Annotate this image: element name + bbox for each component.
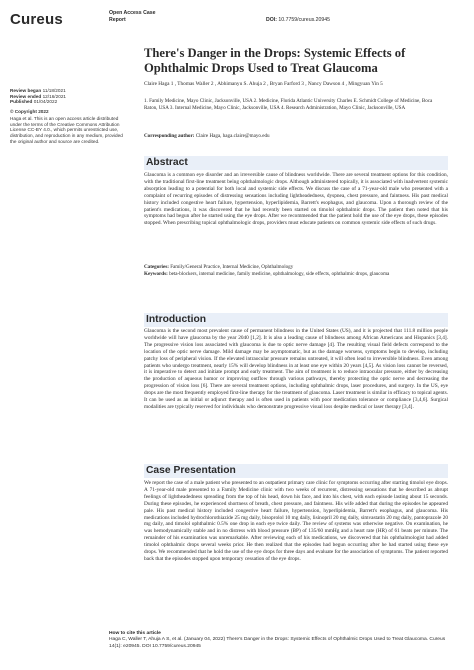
article-type-line2: Report bbox=[109, 17, 126, 23]
introduction-text: Glaucoma is the second most prevalent cause of permanent blindness in the United States (US), and it is projected that 111.8 million people worldwide will have glaucoma by the year 2040 [1,2]. It is also a leading cause of blindness among African Americans and Hispanics [3,4]. The progressive vision loss associated with glaucoma is due to optic nerve damage [4]. The resulting visual field defects correspond to the location of the optic nerve damage. Mild damage may be asymptomatic, but as the damage worsens, symptoms begin to develop, including patchy loss of peripheral vision. If the elevated intraocular pressure remains untreated, it will often lead to irreversible blindness. Even among patients who undergo treatment, nearly 15% will develop blindness in at least one eye within 20 years [4,5]. As vision loss cannot be reversed, it is imperative to detect and initiate prompt and early treatment. The aim of treatment is to reduce intraocular pressure, either by decreasing the production of aqueous humor or improving outflow through various pathways, thereby protecting the optic nerve and decreasing the progression of vision loss [6]. There are several treatment options, including ophthalmic drops, laser procedures, and surgery. In the US, eye drops are the most frequently employed first-line therapy for the treatment of glaucoma. Laser treatment is similar in efficacy to topical agents. It can be used as an initial or adjunct therapy and is often used in patients with poor medication tolerance or compliance [3,4,6]. Surgical modalities are typically reserved for individuals who demonstrate progressive visual loss despite medical or laser therapy [3,4]. bbox=[144, 328, 448, 410]
case-presentation-heading: Case Presentation bbox=[146, 465, 236, 476]
review-began: Review began 11/18/2021 bbox=[10, 88, 66, 93]
doi-value[interactable]: 10.7759/cureus.20945 bbox=[278, 17, 331, 23]
keywords: Keywords: beta-blockers, internal medicine, family medicine, ophthalmology, side effects, ophthalmic drops, glaucoma bbox=[144, 271, 390, 277]
cite-text: Haga C, Waller T, Ahuja A S, et al. (January 04, 2022) There's Danger in the Drops: Systemic Effects of Ophthalmic Drops Used to Treat Glaucoma. Cureus 14(1): e20945. DOI 10.7759/cureus.20945 bbox=[109, 637, 446, 649]
corresponding-label: Corresponding author: bbox=[144, 133, 195, 139]
doi bbox=[266, 17, 330, 23]
case-presentation-text: We report the case of a male patient who presented to an outpatient primary care clinic for symptoms occurring after starting timolol eye drops. A 71-year-old male presented to a Family Medicine clinic with two weeks of recurrent, distressing sensations that he described as abrupt feelings of lightheadedness spreading from the top of his head, down his face, and into his chest, with each episode lasting about 15 seconds. During these episodes, he experienced shortness of breath, chest pressure, and faintness. His wife added that during the episodes he appeared pale. His past medical history included congestive heart failure, hypertension, hyperlipidemia, Barrett's esophagus, and glaucoma. His medications included hydrochlorothiazide 25 mg daily, bisoprolol 10 mg daily, lisinopril 20 mg daily, simvastatin 20 mg daily, pantoprazole 20 mg daily, and timolol ophthalmic 0.5% one drop in each eye twice daily. The review of systems was otherwise negative. On examination, he was hemodynamically stable and in no distress with blood pressure (BP) of 135/60 mmHg and a heart rate (HR) of 61 beats per minute. The remainder of his examination was unremarkable. After reviewing each of his medications, we discovered that his ophthalmologist had added timolol ophthalmic drops several weeks prior. He then realized that the episodes had begun occurring after he had started using these eye drops. We recommended that he hold the use of the eye drops for three days and evaluate for the association of symptoms. The patient reported back that the episodes stopped upon temporary cessation of the eye drops. bbox=[144, 480, 448, 562]
article-title: There's Danger in the Drops: Systemic Effects of Ophthalmic Drops Used to Treat Glaucoma bbox=[144, 46, 406, 75]
abstract-text: Glaucoma is a common eye disorder and an irreversible cause of blindness worldwide. There are several treatment options for this condition, with the traditional first-line treatment being ophthalmologic drops. Although administered topically, it is associated with inadvertent systemic absorption leading to a potential for both local and systemic side effects. We discuss the case of a 71-year-old male who presented with a complaint of recurring episodes of distressing sensations including lightheadedness, dyspnea, chest pressure, and faintness. His past medical history included congestive heart failure, hypertension, hyperlipidemia, Barrett's esophagus, and glaucoma. Upon a thorough review of the patient's medications, it was discovered that he had recently been started on timolol ophthalmic drops. The patient then noted that his symptoms had begun after he started using the eye drops. After we recommended that the patient hold the use of the eye drops, these episodes stopped. When prescribing topical ophthalmologic drops, providers must educate patients on common systemic side effects of such drugs. bbox=[144, 172, 448, 227]
abstract-heading-bar bbox=[144, 156, 448, 170]
article-type-line1: Open Access Case bbox=[109, 10, 156, 16]
abstract-heading: Abstract bbox=[146, 157, 188, 168]
doi-label: DOI: bbox=[266, 17, 277, 23]
journal-logo: Cureus bbox=[10, 11, 63, 28]
article-type bbox=[109, 10, 189, 24]
introduction-heading-bar bbox=[144, 313, 448, 327]
introduction-heading: Introduction bbox=[146, 314, 207, 325]
categories: Categories: Family/General Practice, Internal Medicine, Ophthalmology bbox=[144, 264, 294, 270]
license-text: Haga et al. This is an open access article distributed under the terms of the Creative Commons Attribution License CC-BY 4.0., which permits unrestricted use, distribution, and reproduction in any medium, provided the original author and source are credited. bbox=[10, 115, 123, 144]
affiliations: 1. Family Medicine, Mayo Clinic, Jacksonville, USA 2. Medicine, Florida Atlantic University Charles E. Schmidt College of Medicine, Boca Raton, USA 3. Internal Medicine, Mayo Clinic, Jacksonville, USA 4. Research Administration, Mayo Clinic, Jacksonville, USA bbox=[144, 98, 433, 112]
corresponding-value[interactable]: Claire Haga, haga.claire@mayo.edu bbox=[195, 133, 270, 139]
article-metadata bbox=[10, 88, 130, 144]
cite-heading: How to cite this article bbox=[109, 631, 161, 636]
author-list: Claire Haga 1 , Thomas Waller 2 , Abhimanyu S. Ahuja 2 , Bryan Farford 3 , Nancy Dawson 4 , Mingyuan Yin 5 bbox=[144, 81, 383, 87]
case-presentation-heading-bar bbox=[144, 464, 448, 478]
copyright: © Copyright 2022 bbox=[10, 109, 49, 115]
published: Published 01/04/2022 bbox=[10, 99, 58, 105]
citation-footer bbox=[109, 631, 449, 650]
corresponding-author bbox=[144, 133, 444, 139]
review-ended: Review ended 12/16/2021 bbox=[10, 93, 67, 99]
